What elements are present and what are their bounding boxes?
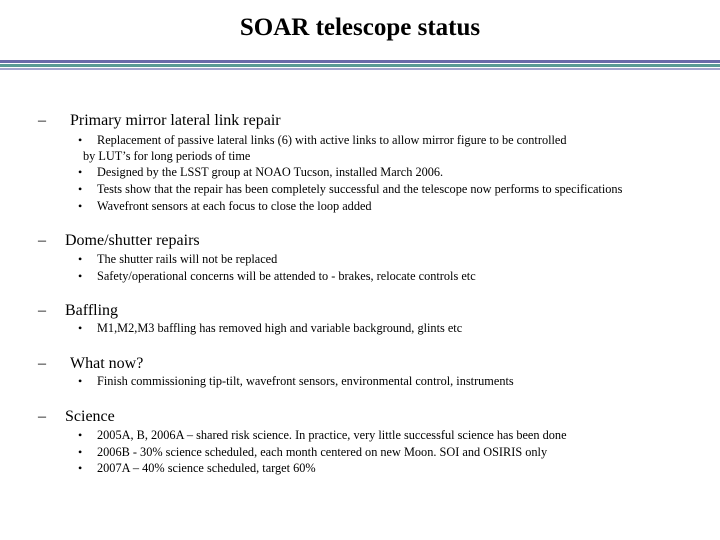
section-heading: What now? (70, 355, 144, 372)
bullet-text: Designed by the LSST group at NOAO Tucson, installed March 2006. (97, 165, 444, 179)
bullet-icon: • (78, 445, 83, 459)
bullet-icon: • (78, 182, 83, 196)
bullet-text: Finish commissioning tip-tilt, wavefront sensors, environmental control, instruments (97, 374, 514, 388)
bullet-icon: • (78, 321, 83, 335)
bullet-icon: • (78, 252, 83, 266)
title-rule-top (0, 60, 720, 63)
bullet-text: 2006B - 30% science scheduled, each month centered on new Moon. SOI and OSIRIS only (97, 445, 548, 459)
title-rule-bottom (0, 68, 720, 70)
section-heading-row (0, 407, 720, 427)
bullet-text: Wavefront sensors at each focus to close the loop added (97, 199, 372, 213)
bullet-icon: • (78, 461, 83, 475)
section-heading-row (0, 354, 720, 374)
section-heading-row (0, 231, 720, 251)
bullet-item (0, 373, 720, 389)
section-heading-row (0, 301, 720, 321)
bullet-item (0, 132, 720, 148)
dash-marker: – (38, 355, 46, 372)
bullet-text: Tests show that the repair has been completely successful and the telescope now performs to specifications (97, 182, 623, 196)
bullet-text: The shutter rails will not be replaced (97, 252, 278, 266)
bullet-item (0, 427, 720, 443)
section-heading: Dome/shutter repairs (65, 232, 200, 249)
bullet-item (0, 251, 720, 267)
bullet-item (0, 320, 720, 336)
bullet-item (0, 268, 720, 284)
bullet-text: Safety/operational concerns will be attended to - brakes, relocate controls etc (97, 269, 476, 283)
bullet-item (0, 164, 720, 180)
dash-marker: – (38, 232, 46, 249)
title-rule-middle (0, 64, 720, 67)
bullet-icon: • (78, 133, 83, 147)
dash-marker: – (38, 112, 46, 129)
bullet-text: Replacement of passive lateral links (6) with active links to allow mirror figure to be controlled (97, 133, 567, 147)
bullet-item (0, 181, 720, 197)
section-heading: Primary mirror lateral link repair (70, 112, 281, 129)
bullet-text: 2005A, B, 2006A – shared risk science. In practice, very little successful science has been done (97, 428, 567, 442)
bullet-item (0, 198, 720, 214)
bullet-text: by LUT’s for long periods of time (83, 149, 251, 163)
bullet-text: 2007A – 40% science scheduled, target 60% (97, 461, 316, 475)
bullet-icon: • (78, 428, 83, 442)
bullet-icon: • (78, 374, 83, 388)
section-heading: Baffling (65, 302, 119, 319)
section-heading: Science (65, 408, 115, 425)
bullet-item (0, 460, 720, 476)
section-heading-row (0, 111, 720, 131)
dash-marker: – (38, 302, 46, 319)
bullet-continuation (0, 148, 720, 164)
bullet-icon: • (78, 269, 83, 283)
bullet-icon: • (78, 165, 83, 179)
dash-marker: – (38, 408, 46, 425)
bullet-text: M1,M2,M3 baffling has removed high and variable background, glints etc (97, 321, 463, 335)
bullet-icon: • (78, 199, 83, 213)
bullet-item (0, 444, 720, 460)
slide-title: SOAR telescope status (239, 14, 481, 41)
